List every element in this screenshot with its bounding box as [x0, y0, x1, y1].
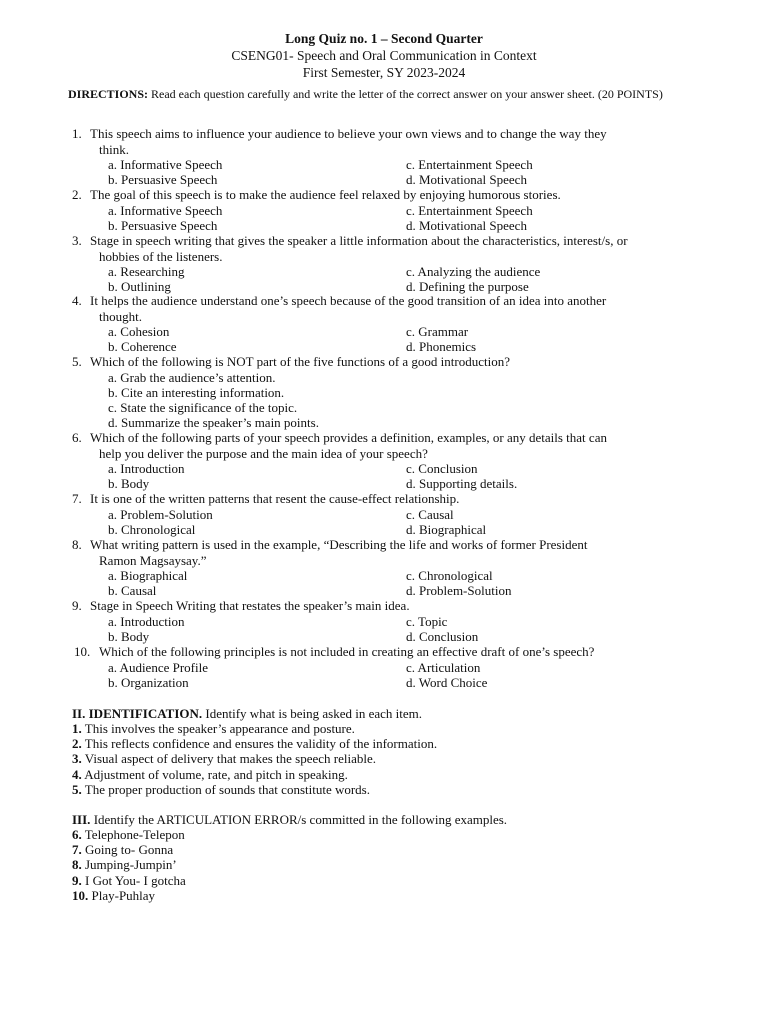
answer-option: a. Cohesion [108, 324, 170, 339]
answer-option: d. Supporting details. [406, 476, 518, 492]
answer-option: a. Audience Profile [108, 659, 208, 675]
numbered-item [72, 842, 173, 857]
answer-option: b. Persuasive Speech [108, 217, 218, 233]
question-number: 4. [72, 293, 82, 308]
question-number: 6. [72, 430, 82, 445]
question-text: The goal of this speech is to make the audience feel relaxed by enjoying humorous stories. [90, 187, 561, 202]
answer-option: b. Body [108, 476, 150, 492]
quiz-title: Long Quiz no. 1 – Second Quarter [285, 31, 483, 46]
item-number: 4. [72, 766, 82, 782]
answer-option: b. Chronological [108, 521, 196, 537]
section-3-heading [72, 812, 507, 827]
item-number: 5. [72, 781, 82, 797]
answer-option: d. Motivational Speech [406, 217, 527, 233]
question-text: Which of the following principles is not included in creating an effective draft of one’s speech? [99, 644, 595, 659]
answer-option: a. Informative Speech [108, 157, 223, 172]
question-number: 7. [72, 491, 82, 506]
question-text: Stage in Speech Writing that restates the speaker’s main idea. [90, 598, 410, 613]
question-text-continued: Ramon Magsaysay.” [99, 552, 207, 568]
answer-option: b. Persuasive Speech [108, 172, 218, 188]
answer-option: c. State the significance of the topic. [108, 399, 298, 415]
item-text: Visual aspect of delivery that makes the speech reliable. [84, 751, 377, 767]
numbered-item [72, 736, 437, 751]
answer-option: a. Grab the audience’s attention. [108, 369, 276, 385]
item-number: 1. [72, 721, 82, 736]
item-text: Telephone-Telepon [84, 827, 185, 842]
numbered-item [72, 751, 376, 766]
item-text: Going to- Gonna [85, 842, 174, 858]
item-number: 7. [72, 842, 82, 858]
question-number: 5. [72, 354, 82, 369]
question-text: It is one of the written patterns that resent the cause-effect relationship. [90, 491, 460, 506]
numbered-item [72, 857, 177, 872]
question-number: 9. [72, 598, 82, 613]
question-text-continued: thought. [99, 308, 142, 324]
item-number: 3. [72, 751, 82, 767]
section-2-title: II. IDENTIFICATION. [72, 706, 203, 721]
answer-option: b. Organization [108, 674, 189, 690]
question-text-continued: help you deliver the purpose and the main idea of your speech? [99, 445, 428, 461]
section-2-heading [72, 706, 422, 721]
question-number: 1. [72, 126, 82, 141]
answer-option: c. Conclusion [406, 461, 478, 476]
directions [68, 87, 708, 101]
answer-option: c. Articulation [406, 659, 481, 675]
numbered-item [72, 888, 155, 903]
numbered-item [72, 782, 370, 797]
question-text-continued: hobbies of the listeners. [99, 248, 223, 264]
answer-option: d. Problem-Solution [406, 583, 512, 599]
question-number: 10. [74, 644, 91, 659]
question-text: Which of the following parts of your speech provides a definition, examples, or any details that can [90, 430, 607, 445]
section-3-instructions: Identify the ARTICULATION ERROR/s committed in the following examples. [90, 812, 508, 827]
item-text: I Got You- I gotcha [85, 872, 186, 888]
answer-option: b. Body [108, 628, 150, 644]
question-text: Which of the following is NOT part of the five functions of a good introduction? [90, 354, 510, 369]
answer-option: c. Topic [406, 613, 448, 629]
answer-option: d. Summarize the speaker’s main points. [108, 415, 319, 431]
course-title: CSENG01- Speech and Oral Communication in Context [231, 48, 537, 63]
answer-option: c. Entertainment Speech [406, 157, 533, 172]
item-number: 6. [72, 827, 82, 842]
answer-option: c. Chronological [406, 568, 493, 583]
answer-option: a. Informative Speech [108, 202, 223, 218]
directions-label: DIRECTIONS: [68, 87, 149, 101]
answer-option: d. Word Choice [406, 674, 488, 690]
answer-option: d. Motivational Speech [406, 172, 527, 188]
item-text: Play-Puhlay [91, 887, 156, 903]
answer-option: a. Problem-Solution [108, 506, 213, 522]
answer-option: d. Phonemics [406, 339, 477, 355]
answer-option: d. Conclusion [406, 628, 479, 644]
answer-option: a. Introduction [108, 613, 185, 629]
item-number: 9. [72, 872, 82, 888]
question-number: 8. [72, 537, 82, 552]
item-text: This reflects confidence and ensures the validity of the information. [84, 736, 438, 752]
answer-option: d. Defining the purpose [406, 279, 529, 295]
item-number: 2. [72, 736, 82, 752]
answer-option: a. Biographical [108, 568, 188, 583]
answer-option: a. Introduction [108, 461, 185, 476]
answer-option: d. Biographical [406, 521, 487, 537]
answer-option: c. Causal [406, 506, 454, 522]
question-text: What writing pattern is used in the example, “Describing the life and works of former President [90, 537, 588, 552]
answer-option: c. Entertainment Speech [406, 202, 533, 218]
answer-option: b. Cite an interesting information. [108, 384, 285, 400]
item-text: The proper production of sounds that constitute words. [84, 781, 370, 797]
numbered-item [72, 767, 348, 782]
item-text: Jumping-Jumpin’ [85, 857, 177, 873]
question-text: This speech aims to influence your audience to believe your own views and to change the way they [90, 126, 607, 141]
answer-option: a. Researching [108, 264, 185, 279]
numbered-item [72, 873, 186, 888]
section-2-instructions: Identify what is being asked in each item. [202, 706, 423, 721]
answer-option: b. Outlining [108, 279, 171, 295]
answer-option: b. Causal [108, 583, 157, 599]
item-number: 8. [72, 857, 82, 873]
question-text: Stage in speech writing that gives the speaker a little information about the characteristics, interest/s, or [90, 233, 628, 248]
question-number: 2. [72, 187, 82, 202]
numbered-item [72, 721, 355, 736]
semester-line: First Semester, SY 2023-2024 [302, 65, 466, 80]
question-number: 3. [72, 233, 82, 248]
answer-option: b. Coherence [108, 339, 177, 355]
directions-text: Read each question carefully and write the letter of the correct answer on your answer sheet. (20 POINTS) [148, 87, 663, 101]
question-text: It helps the audience understand one’s speech because of the good transition of an idea into another [90, 293, 607, 308]
section-3-title: III. [72, 812, 91, 827]
question-text-continued: think. [99, 141, 129, 157]
answer-option: c. Grammar [406, 324, 469, 339]
item-number: 10. [72, 887, 89, 903]
numbered-item [72, 827, 185, 842]
answer-option: c. Analyzing the audience [406, 264, 541, 279]
item-text: This involves the speaker’s appearance and posture. [84, 721, 355, 736]
item-text: Adjustment of volume, rate, and pitch in speaking. [84, 766, 348, 782]
